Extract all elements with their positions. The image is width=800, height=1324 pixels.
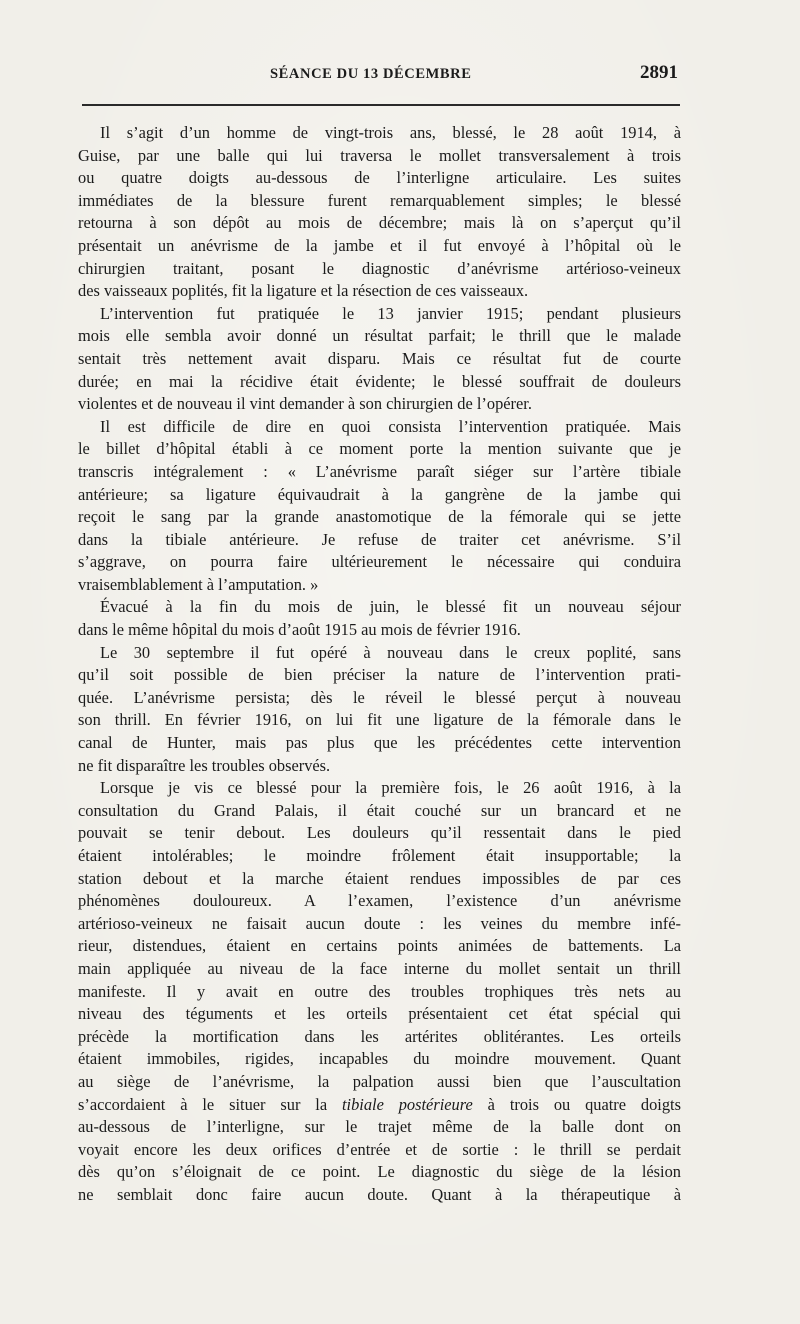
text-line: durée; en mai la récidive était évidente; le blessé souffrait de douleurs <box>78 371 681 391</box>
text-line: sentait très nettement avait disparu. Mais ce résultat fut de courte <box>78 348 681 368</box>
text-line: le billet d’hôpital établi à ce moment porte la mention suivante que je <box>78 439 681 459</box>
text-line: canal de Hunter, mais pas plus que les précédentes cette intervention <box>78 733 681 753</box>
text-line: étaient immobiles, rigides, incapables du moindre mouvement. Quant <box>78 1049 681 1069</box>
text-line: au siège de l’anévrisme, la palpation aussi bien que l’auscultation <box>78 1071 681 1091</box>
text-line: pouvait se tenir debout. Les douleurs qu’il ressentait dans le pied <box>78 823 681 843</box>
text-line: s’aggrave, on pourra faire ultérieurement le nécessaire qui conduira <box>78 552 681 572</box>
text-line: quée. L’anévrisme persista; dès le réveil le blessé perçut à nouveau <box>78 687 681 707</box>
text-line: voyait encore les deux orifices d’entrée et de sortie : le thrill se perdait <box>78 1139 681 1159</box>
text-line: retourna à son dépôt au mois de décembre; mais là on s’aperçut qu’il <box>78 213 681 233</box>
text-line: au-dessous de l’interligne, sur le trajet même de la balle dont on <box>78 1117 681 1137</box>
text-line: Il s’agit d’un homme de vingt-trois ans, blessé, le 28 août 1914, à <box>100 123 681 142</box>
text-line: dans le même hôpital du mois d’août 1915 au mois de février 1916. <box>78 620 521 640</box>
body-text <box>78 122 681 1207</box>
text-line: ne semblait donc faire aucun doute. Quant à la thérapeutique à <box>78 1184 681 1204</box>
text-line: ou quatre doigts au-dessous de l’interligne articulaire. Les suites <box>78 168 681 188</box>
text-line: consultation du Grand Palais, il était couché sur un brancard et ne <box>78 800 681 820</box>
text-line: dès qu’on s’éloignait de ce point. Le diagnostic du siège de la lésion <box>78 1162 681 1182</box>
text-line: s’accordaient à le situer sur la tibiale postérieure à trois ou quatre doigts <box>78 1094 681 1114</box>
text-line: phénomènes douloureux. A l’examen, l’existence d’un anévrisme <box>78 891 681 911</box>
page-number: 2891 <box>640 62 678 83</box>
text-line: antérieure; sa ligature équivaudrait à la gangrène de la jambe qui <box>78 484 681 504</box>
text-line: manifeste. Il y avait en outre des troubles trophiques très nets au <box>78 981 681 1001</box>
header-rule <box>82 104 680 106</box>
text-line: qu’il soit possible de bien préciser la nature de l’intervention prati- <box>78 665 681 685</box>
text-line: vraisemblablement à l’amputation. » <box>78 574 319 594</box>
running-head <box>80 62 678 90</box>
text-line: ne fit disparaître les troubles observés. <box>78 755 331 775</box>
text-line: rieur, distendues, étaient en certains points animées de battements. La <box>78 936 681 956</box>
text-line: étaient intolérables; le moindre frôlement était insupportable; la <box>78 846 681 865</box>
text-line: présentait un anévrisme de la jambe et il fut envoyé à l’hôpital où le <box>78 235 681 255</box>
text-line: violentes et de nouveau il vint demander à son chirurgien de l’opérer. <box>78 394 532 414</box>
text-line: chirurgien traitant, posant le diagnostic d’anévrisme artérioso-veineux <box>78 258 681 278</box>
text-line: Lorsque je vis ce blessé pour la première fois, le 26 août 1916, à la <box>100 778 681 798</box>
text-line: immédiates de la blessure furent remarquablement simples; le blessé <box>78 190 681 210</box>
text-line: main appliquée au niveau de la face interne du mollet sentait un thrill <box>78 958 681 978</box>
text-line: Le 30 septembre il fut opéré à nouveau dans le creux poplité, sans <box>100 642 681 662</box>
italic-term: tibiale postérieure <box>341 1094 473 1114</box>
text-line: Il est difficile de dire en quoi consista l’intervention pratiquée. Mais <box>100 416 681 436</box>
text-line: Évacué à la fin du mois de juin, le blessé fit un nouveau séjour <box>100 597 681 617</box>
text-line: précède la mortification dans les artérites oblitérantes. Les orteils <box>78 1026 681 1046</box>
text-line: dans la tibiale antérieure. Je refuse de traiter cet anévrisme. S’il <box>78 529 681 549</box>
text-line: Guise, par une balle qui lui traversa le mollet transversalement à trois <box>78 145 681 165</box>
text-line: niveau des téguments et les orteils présentaient cet état spécial qui <box>78 1004 681 1024</box>
text-line: des vaisseaux poplités, fit la ligature et la résection de ces vaisseaux. <box>78 281 529 301</box>
text-line: reçoit le sang par la grande anastomotique de la fémorale qui se jette <box>78 507 681 527</box>
text-line: mois elle sembla avoir donné un résultat parfait; le thrill que le malade <box>78 326 681 346</box>
text-line: artérioso-veineux ne faisait aucun doute : les veines du membre infé- <box>78 913 681 933</box>
text-line: transcris intégralement : « L’anévrisme paraît siéger sur l’artère tibiale <box>78 461 681 481</box>
text-line: L’intervention fut pratiquée le 13 janvier 1915; pendant plusieurs <box>100 303 681 323</box>
running-title: SÉANCE DU 13 DÉCEMBRE <box>270 66 472 82</box>
text-line: station debout et la marche étaient rendues impossibles de par ces <box>78 868 681 888</box>
text-line: son thrill. En février 1916, on lui fit une ligature de la fémorale dans le <box>78 710 681 730</box>
